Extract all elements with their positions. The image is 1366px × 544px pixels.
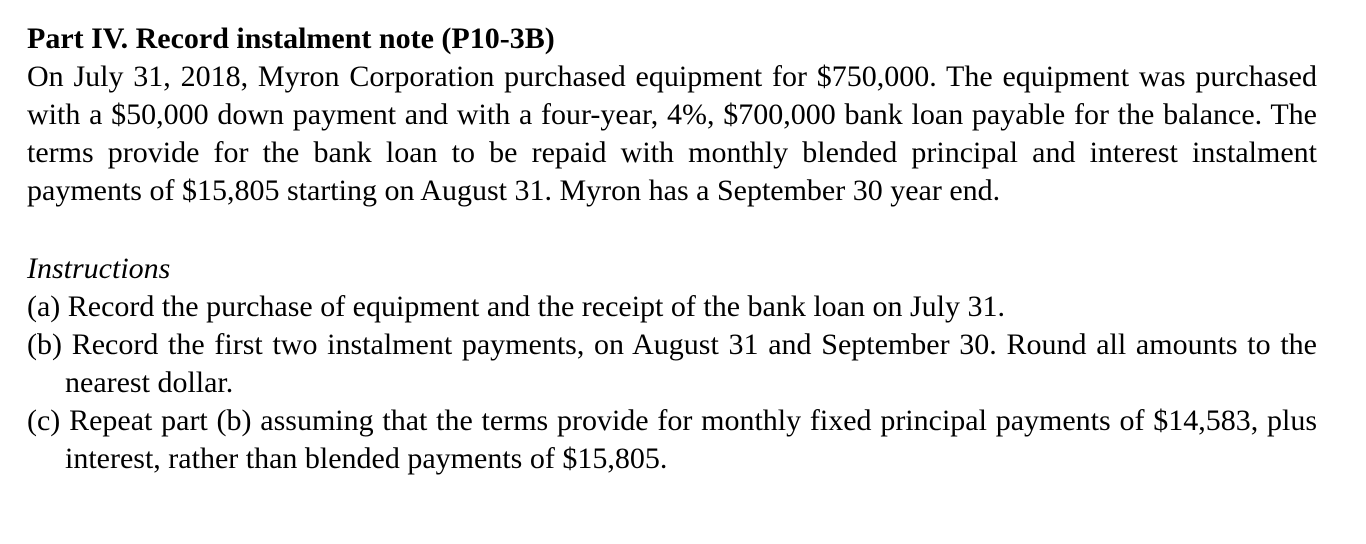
problem-paragraph: On July 31, 2018, Myron Corporation purchased equipment for $750,000. The equipment was purchased with a $50,000 down payment and with a four-year, 4%, $700,000 bank loan payable for the balance. The terms provide for the bank loan to be repaid with monthly blended principal and interest instalment payments of $15,805 starting on August 31. Myron has a September 30 year end. [27,60,1317,207]
document-body [27,20,1317,478]
instruction-item-c: (c) Repeat part (b) assuming that the terms provide for monthly fixed principal payments of $14,583, plus interest, rather than blended payments of $15,805. [27,404,1317,475]
instruction-item-b: (b) Record the first two instalment payments, on August 31 and September 30. Round all amounts to the nearest dollar. [27,328,1317,399]
instruction-item-a: (a) Record the purchase of equipment and the receipt of the bank loan on July 31. [27,290,1006,323]
instructions-title: Instructions [27,252,171,285]
problem-heading: Part IV. Record instalment note (P10-3B) [27,22,555,55]
instructions-list [27,288,1317,478]
